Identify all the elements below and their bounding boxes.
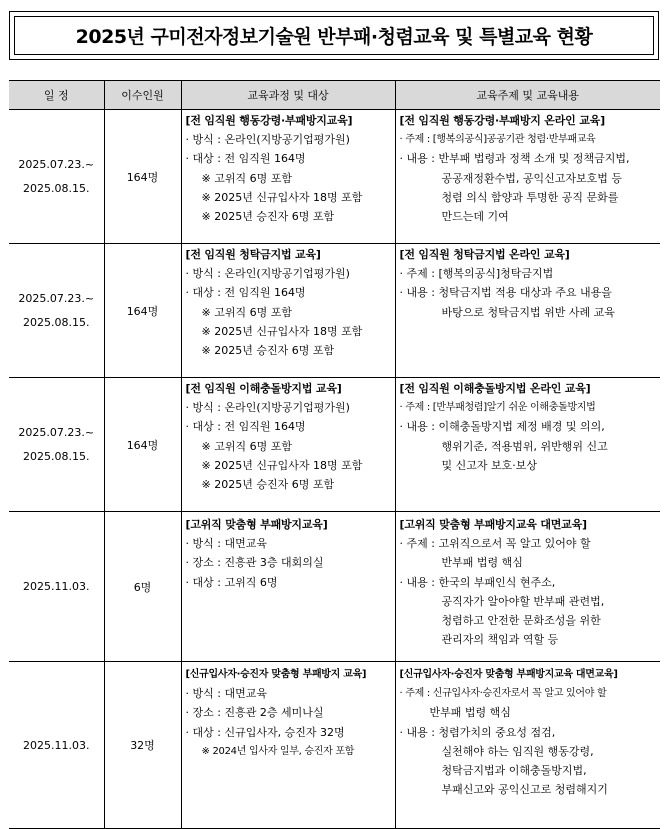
table-row	[9, 662, 660, 829]
course-line: · 장소 : 진흥관 2층 세미나실	[185, 706, 324, 720]
date-start: 2025.07.23.~	[18, 157, 95, 171]
course-note: ※ 2025년 신규입사자 18명 포함	[201, 324, 363, 338]
course-line: · 방식 : 온라인(지방공기업평가원)	[185, 267, 350, 281]
course-line: · 대상 : 전 임직원 164명	[185, 286, 306, 300]
count-cell: 164명	[104, 244, 181, 378]
count-cell: 164명	[104, 378, 181, 512]
course-line: · 대상 : 전 임직원 164명	[185, 152, 306, 166]
content-title: [전 임직원 이해충돌방지법 온라인 교육]	[399, 382, 591, 395]
course-title: [고위직 맞춤형 부패방지교육]	[185, 518, 328, 531]
content-line: · 주제 : [반부패청렴]알기 쉬운 이해충돌방지법	[399, 402, 596, 414]
course-cell	[181, 512, 395, 662]
content-title: [고위직 맞춤형 부패방지교육 대면교육]	[399, 518, 587, 531]
table-row	[9, 110, 660, 244]
date-cell	[9, 110, 104, 244]
count-cell: 32명	[104, 662, 181, 829]
course-line: · 장소 : 진흥관 3층 대회의실	[185, 556, 324, 570]
header-course: 교육과정 및 대상	[181, 81, 395, 110]
content-line: 행위기준, 적용범위, 위반행위 신고	[441, 439, 608, 453]
course-line: · 대상 : 신규입사자, 승진자 32명	[185, 725, 345, 739]
course-line: · 대상 : 전 임직원 164명	[185, 420, 306, 434]
content-cell	[395, 512, 660, 662]
course-cell	[181, 662, 395, 829]
content-line: · 주제 : [행복의공식]청탁금지법	[399, 267, 554, 281]
date-end: 2025.08.15.	[23, 315, 90, 329]
content-line: 공공재정환수법, 공익신고자보호법 등	[441, 171, 623, 185]
content-title: [신규입사자·승진자 맞춤형 부패방지교육 대면교육]	[399, 669, 618, 680]
header-date: 일 정	[9, 81, 104, 110]
content-line: 청탁금지법과 이해충돌방지법,	[441, 764, 587, 778]
content-line: · 내용 : 한국의 부패인식 현주소,	[399, 575, 556, 589]
page-title: 2025년 구미전자정보기술원 반부패·청렴교육 및 특별교육 현황	[75, 26, 593, 48]
date-start: 2025.07.23.~	[18, 291, 95, 305]
education-table	[9, 80, 660, 829]
course-line: · 방식 : 온라인(지방공기업평가원)	[185, 133, 350, 147]
content-line: · 내용 : 청탁금지법 적용 대상과 주요 내용을	[399, 286, 612, 300]
date-cell	[9, 244, 104, 378]
date-end: 2025.08.15.	[23, 181, 90, 195]
content-line: 청렴 의식 함양과 투명한 공직 문화를	[441, 190, 619, 204]
course-note: ※ 2024년 입사자 일부, 승진자 포함	[201, 745, 355, 757]
content-cell	[395, 662, 660, 829]
count-cell: 6명	[104, 512, 181, 662]
title-box	[9, 11, 659, 60]
date-cell: 2025.11.03.	[9, 662, 104, 829]
course-note: ※ 고위직 6명 포함	[201, 439, 292, 453]
date-cell	[9, 378, 104, 512]
content-line: · 주제 : 고위직으로서 꼭 알고 있어야 할	[399, 537, 591, 551]
content-cell	[395, 378, 660, 512]
header-content: 교육주제 및 교육내용	[395, 81, 660, 110]
table-row	[9, 244, 660, 378]
course-note: ※ 2025년 신규입사자 18명 포함	[201, 458, 363, 472]
content-line: · 내용 : 이해충돌방지법 제정 배경 및 의의,	[399, 420, 605, 434]
course-title: [전 임직원 행동강령·부패방지교육]	[185, 114, 353, 127]
content-line: · 주제 : [행복의공식]공공기관 청렴·반부패교육	[399, 134, 596, 146]
course-note: ※ 2025년 승진자 6명 포함	[201, 344, 335, 358]
content-line: 만드는데 기여	[441, 210, 509, 224]
content-title: [전 임직원 청탁금지법 온라인 교육]	[399, 248, 570, 261]
course-note: ※ 고위직 6명 포함	[201, 305, 292, 319]
count-cell: 164명	[104, 110, 181, 244]
date-start: 2025.07.23.~	[18, 425, 95, 439]
course-title: [전 임직원 이해충돌방지법 교육]	[185, 382, 342, 395]
course-line: · 대상 : 고위직 6명	[185, 575, 278, 589]
course-title: [신규입사자·승진자 맞춤형 부패방지 교육]	[185, 669, 367, 680]
content-line: 실천해야 하는 임직원 행동강령,	[441, 744, 594, 758]
course-title: [전 임직원 청탁금지법 교육]	[185, 248, 321, 261]
content-cell	[395, 244, 660, 378]
course-note: ※ 2025년 신규입사자 18명 포함	[201, 190, 363, 204]
header-row	[9, 81, 660, 110]
course-cell	[181, 110, 395, 244]
content-line: · 주제 : 신규입사자·승진자로서 꼭 알고 있어야 할	[399, 688, 607, 700]
date-end: 2025.08.15.	[23, 449, 90, 463]
course-note: ※ 2025년 승진자 6명 포함	[201, 478, 335, 492]
content-line: 반부패 법령 핵심	[429, 706, 511, 720]
table-row	[9, 512, 660, 662]
content-line: 공직자가 알아야할 반부패 관련법,	[441, 594, 605, 608]
course-cell	[181, 244, 395, 378]
content-line: 반부패 법령 핵심	[441, 556, 523, 570]
course-line: · 방식 : 온라인(지방공기업평가원)	[185, 401, 350, 415]
content-title: [전 임직원 행동강령·부패방지 온라인 교육]	[399, 114, 605, 127]
content-line: 바탕으로 청탁금지법 위반 사례 교육	[441, 305, 615, 319]
date-cell: 2025.11.03.	[9, 512, 104, 662]
content-line: · 내용 : 반부패 법령과 정책 소개 및 정책금지법,	[399, 152, 630, 166]
content-line: 관리자의 책임과 역할 등	[441, 633, 559, 647]
course-line: · 방식 : 대면교육	[185, 537, 267, 551]
content-line: 및 신고자 보호·보상	[441, 458, 537, 472]
content-line: 청렴하고 안전한 문화조성을 위한	[441, 614, 601, 628]
course-cell	[181, 378, 395, 512]
header-count: 이수인원	[104, 81, 181, 110]
course-line: · 방식 : 대면교육	[185, 687, 267, 701]
table-row	[9, 378, 660, 512]
course-note: ※ 2025년 승진자 6명 포함	[201, 210, 335, 224]
content-line: 부패신고와 공익신고로 청렴해지기	[441, 783, 608, 797]
content-line: · 내용 : 청렴가치의 중요성 점검,	[399, 725, 556, 739]
content-cell	[395, 110, 660, 244]
course-note: ※ 고위직 6명 포함	[201, 171, 292, 185]
